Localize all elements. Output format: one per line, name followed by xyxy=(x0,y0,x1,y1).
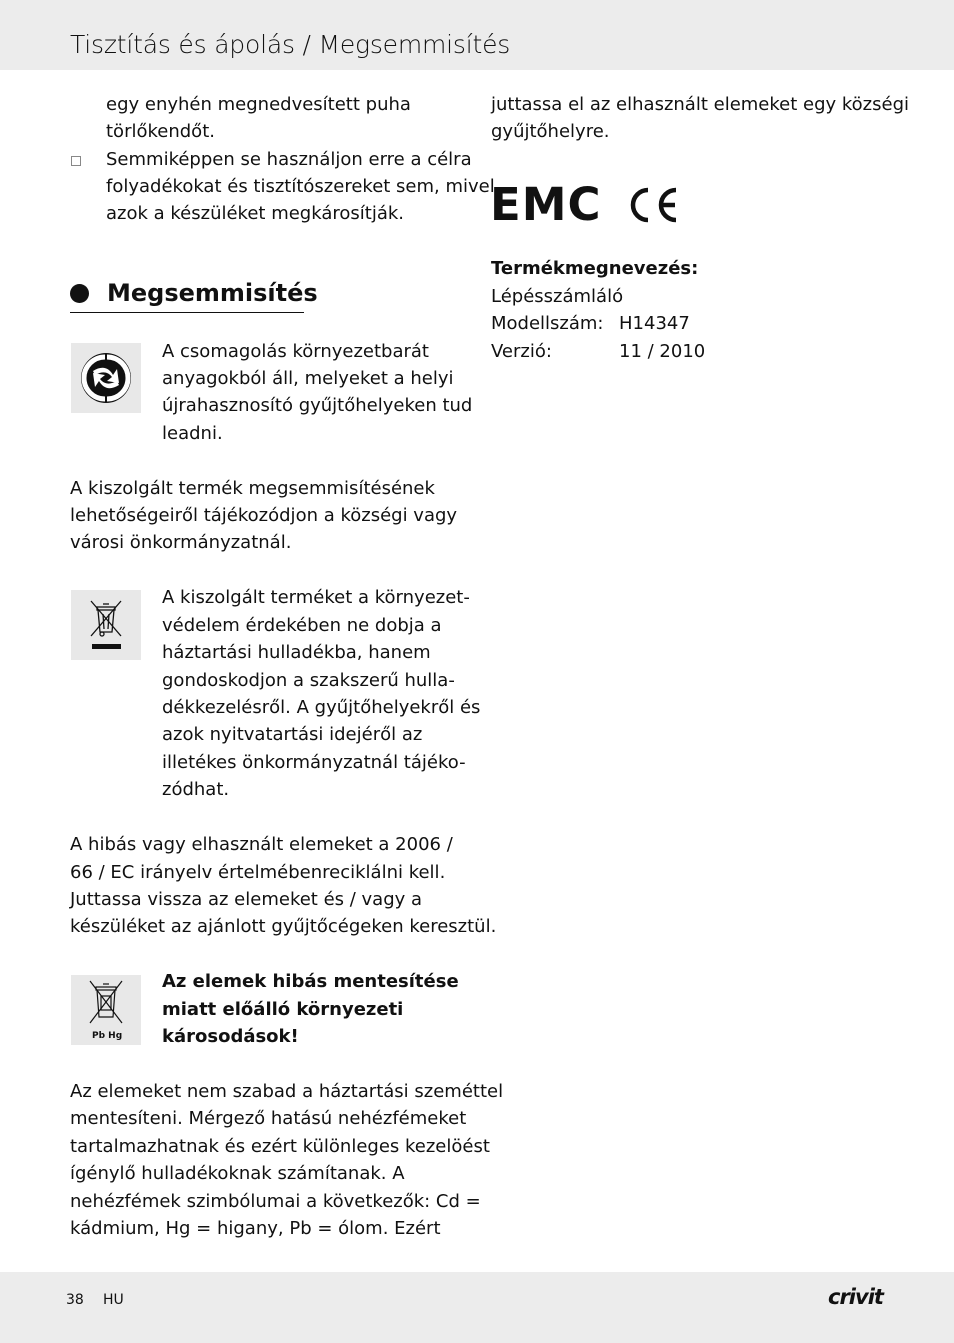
battery-bin-icon xyxy=(71,975,141,1045)
section-underline xyxy=(70,312,304,313)
disposal-text: lehetőségeiről tájékozódjon a községi vagy xyxy=(70,505,458,526)
battery-text: 66 / EC irányelv értelmébenreciklálni kell. xyxy=(70,862,446,883)
battery-text: A hibás vagy elhasznált elemeket a 2006 / xyxy=(70,834,453,855)
model-value: H14347 xyxy=(619,313,690,334)
heavy-metals-text: mentesíteni. Mérgező hatású nehézfémeket xyxy=(70,1108,467,1129)
page-title: Tisztítás és ápolás / Megsemmisítés xyxy=(70,30,511,59)
battery-text: Juttassa vissza az elemeket és / vagy a xyxy=(70,889,423,910)
emc-mark: EMC xyxy=(490,178,602,231)
language-code: HU xyxy=(103,1292,124,1308)
page-footer xyxy=(0,1272,954,1343)
bullet-line: folyadékokat és tisztítószereket sem, mivel xyxy=(106,176,495,197)
packaging-text: anyagokból áll, melyeket a helyi xyxy=(162,368,454,389)
packaging-text: A csomagolás környezetbarát xyxy=(162,341,429,362)
disposal-text: városi önkormányzatnál. xyxy=(70,532,292,553)
weee-text: dékkezelésről. A gyűjtőhelyekről és xyxy=(162,697,481,718)
weee-text: gondoskodjon a szakszerű hulla- xyxy=(162,670,455,691)
page-number: 38 xyxy=(66,1292,84,1308)
weee-text: zódhat. xyxy=(162,779,230,800)
warning-heading: Az elemek hibás mentesítése xyxy=(162,971,459,992)
bullet-line: azok a készüléket megkárosítják. xyxy=(106,203,404,224)
weee-text: illetékes önkormányzatnál tájéko- xyxy=(162,752,466,773)
green-dot-icon xyxy=(71,343,141,413)
version-value: 11 / 2010 xyxy=(619,341,706,362)
warning-heading: károsodások! xyxy=(162,1026,299,1047)
brand-logo: crivit xyxy=(828,1285,883,1309)
bullet-line: Semmiképpen se használjon erre a célra xyxy=(106,149,472,170)
continuation-text: juttassa el az elhasznált elemeket egy községi xyxy=(491,94,910,115)
product-name: Lépésszámláló xyxy=(491,286,624,307)
continuation-text: gyűjtőhelyre. xyxy=(491,121,610,142)
weee-text: azok nyitvatartási idejéről az xyxy=(162,724,423,745)
weee-text: védelem érdekében ne dobja a xyxy=(162,615,442,636)
disposal-text: A kiszolgált termék megsemmisítésének xyxy=(70,478,435,499)
heavy-metals-text: Az elemeket nem szabad a háztartási szeméttel xyxy=(70,1081,504,1102)
model-label: Modellszám: xyxy=(491,313,604,334)
product-heading: Termékmegnevezés: xyxy=(491,258,699,279)
heavy-metals-text: tartalmazhatnak és ezért különleges kezelöést xyxy=(70,1136,490,1157)
heavy-metals-text: ígénylő hulladékoknak számítanak. A xyxy=(70,1163,405,1184)
weee-text: háztartási hulladékba, hanem xyxy=(162,642,431,663)
section-bullet-icon xyxy=(70,284,89,303)
battery-text: készüléket az ajánlott gyűjtőcégeken keresztül. xyxy=(70,916,497,937)
version-label: Verzió: xyxy=(491,341,552,362)
section-title: Megsemmisítés xyxy=(107,279,318,307)
weee-text: A kiszolgált terméket a környezet- xyxy=(162,587,470,608)
intro-line: egy enyhén megnedvesített puha xyxy=(106,94,411,115)
ce-mark-icon xyxy=(626,186,680,224)
weee-bin-icon xyxy=(71,590,141,660)
packaging-text: újrahasznosító gyűjtőhelyeken tud xyxy=(162,395,473,416)
bullet-checkbox-icon xyxy=(71,156,81,166)
heavy-metals-text: nehézfémek szimbólumai a következők: Cd = xyxy=(70,1191,481,1212)
heavy-metals-text: kádmium, Hg = higany, Pb = ólom. Ezért xyxy=(70,1218,441,1239)
packaging-text: leadni. xyxy=(162,423,223,444)
warning-heading: miatt előálló környezeti xyxy=(162,999,404,1020)
intro-line: törlőkendőt. xyxy=(106,121,215,142)
pb-hg-label: Pb Hg xyxy=(92,1031,123,1041)
